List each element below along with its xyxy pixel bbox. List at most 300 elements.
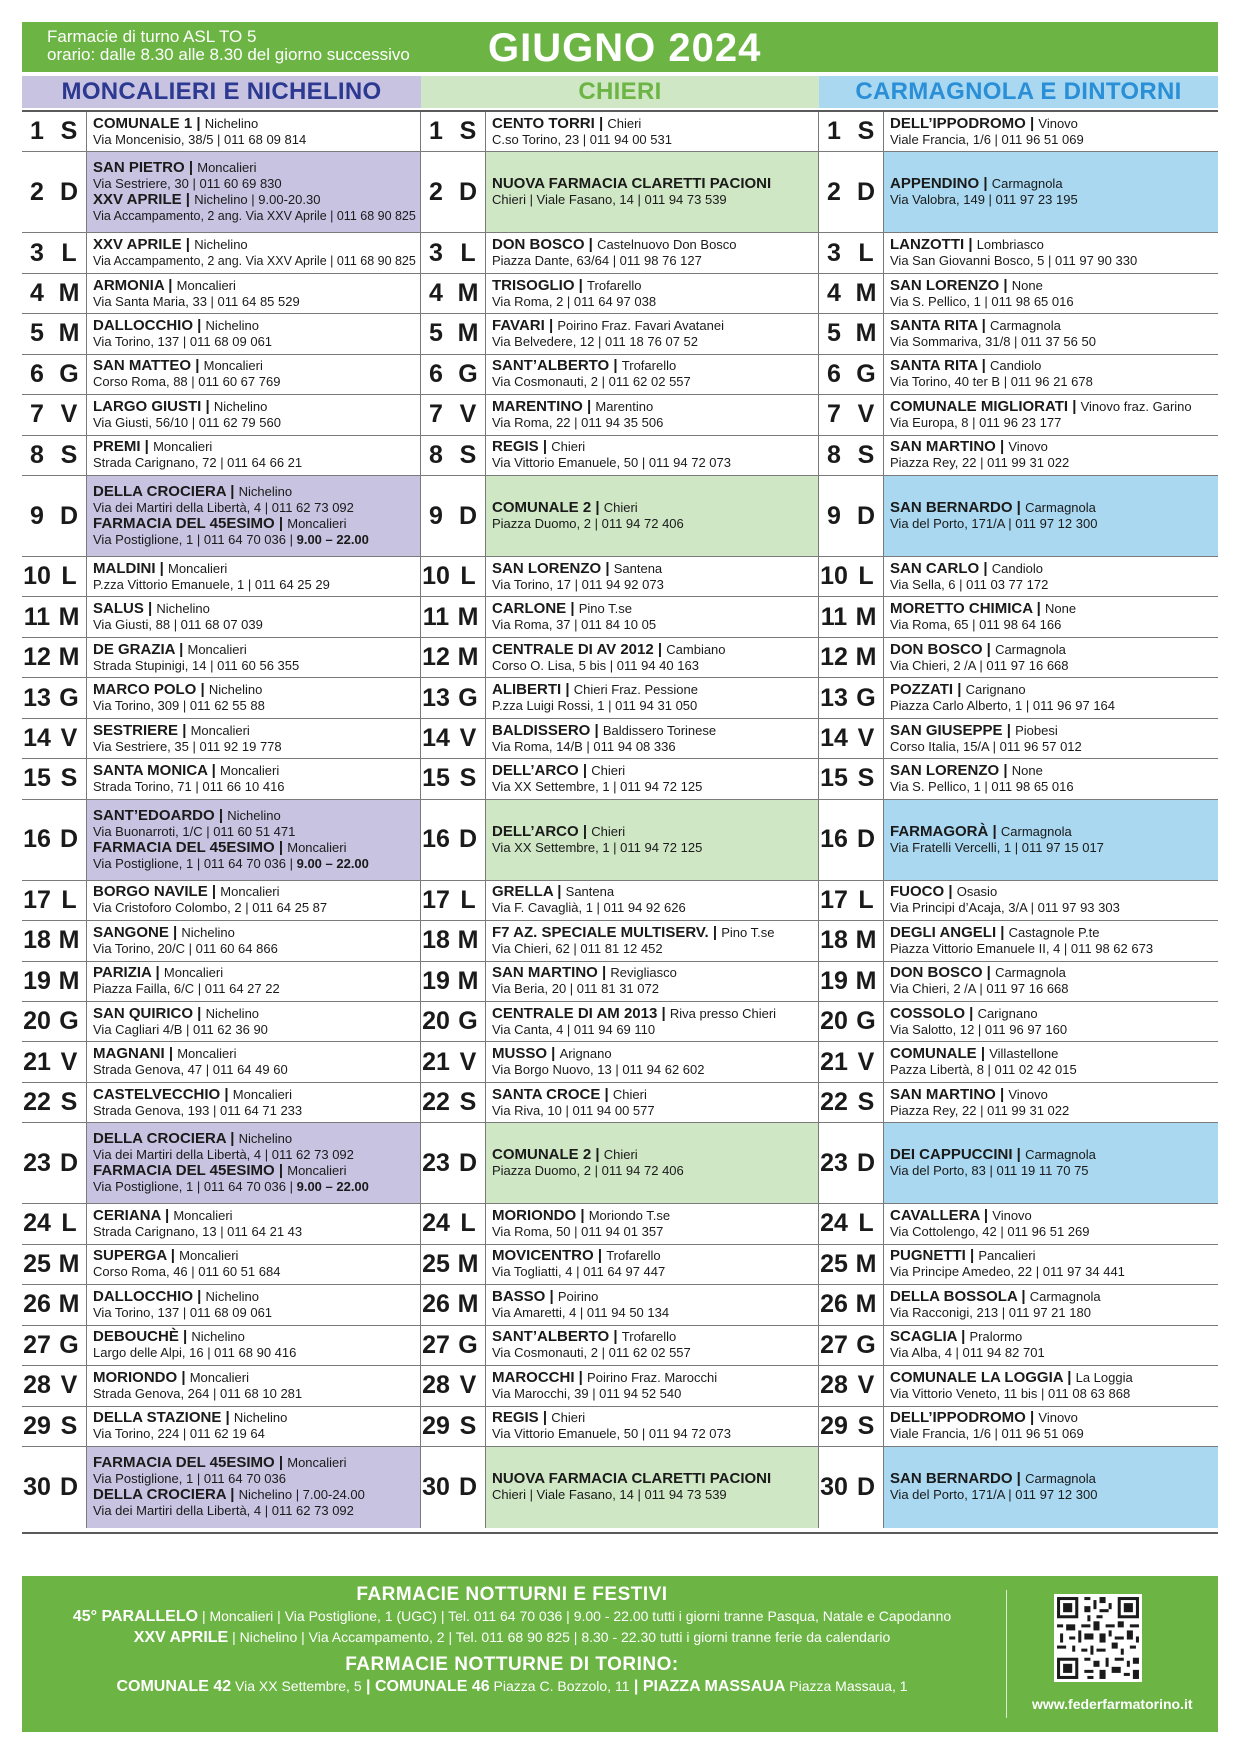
day-number: 5 <box>819 314 849 353</box>
duty-cell-moncalieri <box>22 233 421 272</box>
day-number: 4 <box>22 274 52 313</box>
day-number: 10 <box>22 557 52 596</box>
day-of-week: V <box>451 1366 486 1405</box>
pharmacy-entry <box>492 439 812 471</box>
pharmacy-name-line <box>492 1471 812 1487</box>
duty-cell-moncalieri <box>22 1326 421 1365</box>
pharmacy-entry <box>93 1370 414 1402</box>
duty-cell-chieri <box>421 800 819 880</box>
pharmacy-town: Castagnole P.te <box>1008 924 1100 940</box>
pharmacy-name: CENTRALE DI AM 2013 <box>492 1004 658 1022</box>
pharmacy-address-text: Via Belvedere, 12 | 011 18 76 07 52 <box>492 333 699 349</box>
pharmacy-name: DELL’ARCO <box>492 822 579 840</box>
pharmacy-address-text: Via Chieri, 2 /A | 011 97 16 668 <box>890 657 1069 673</box>
pharmacy-info <box>486 1002 818 1041</box>
pharmacy-entry <box>890 824 1212 856</box>
day-of-week: G <box>451 1326 486 1365</box>
pharmacy-town: Moncalieri <box>287 1163 347 1179</box>
pharmacy-address <box>93 1503 414 1519</box>
pharmacy-name-line: SANTA RITA | Carmagnola <box>890 316 1061 334</box>
duty-cell-carmagnola <box>819 1447 1218 1528</box>
pharmacy-address <box>890 1426 1212 1442</box>
calendar-row <box>22 1245 1218 1285</box>
pharmacy-name-line: SAN QUIRICO | Nichelino <box>93 1004 260 1022</box>
duty-cell-carmagnola <box>819 152 1218 232</box>
pharmacy-address-text: Piazza Vittorio Emanuele II, 4 | 011 98 62 673 <box>890 940 1154 956</box>
day-number: 16 <box>819 800 849 880</box>
pharmacy-name: DEI CAPPUCCINI <box>890 1146 1013 1164</box>
day-of-week: S <box>849 1407 884 1446</box>
pharmacy-address-text: Via dei Martiri della Libertà, 4 | 011 62 73 092 <box>93 500 354 516</box>
duty-cell-moncalieri <box>22 759 421 798</box>
pharmacy-address-text: Via Vittorio Emanuele, 50 | 011 94 72 073 <box>492 455 731 471</box>
day-of-week: M <box>52 962 87 1001</box>
day-number: 8 <box>421 436 451 475</box>
pharmacy-address-text: Via S. Pellico, 1 | 011 98 65 016 <box>890 778 1074 794</box>
pharmacy-name: CASTELVECCHIO <box>93 1085 221 1103</box>
pharmacy-address <box>890 253 1212 269</box>
duty-cell-carmagnola <box>819 719 1218 758</box>
pharmacy-town: Vinovo <box>1008 439 1048 455</box>
duty-cell-carmagnola <box>819 1002 1218 1041</box>
calendar-row <box>22 436 1218 476</box>
pharmacy-address-text: Via XX Settembre, 1 | 011 94 72 125 <box>492 778 703 794</box>
day-of-week: S <box>52 112 87 151</box>
pharmacy-name: SAN QUIRICO <box>93 1004 194 1022</box>
pharmacy-info <box>884 1245 1218 1284</box>
pharmacy-name-line: MARCO POLO | Nichelino <box>93 681 263 699</box>
pharmacy-town: Moncalieri <box>203 358 263 374</box>
duty-cell-carmagnola <box>819 233 1218 272</box>
day-of-week: D <box>849 1123 884 1203</box>
duty-cell-chieri <box>421 476 819 556</box>
pharmacy-name: COMUNALE <box>890 1045 977 1063</box>
pharmacy-name: SAN LORENZO <box>890 276 1000 294</box>
day-of-week: V <box>849 1042 884 1081</box>
qr-code-icon[interactable] <box>1054 1594 1142 1682</box>
pharmacy-entry <box>93 318 414 350</box>
pharmacy-town: Chieri <box>591 823 626 839</box>
duty-cell-carmagnola <box>819 1123 1218 1203</box>
pharmacy-address <box>93 658 414 674</box>
day-of-week: M <box>451 1245 486 1284</box>
day-number: 12 <box>819 638 849 677</box>
pharmacy-name-line: CARLONE | Pino T.se <box>492 600 632 618</box>
day-of-week: D <box>849 476 884 556</box>
day-number: 5 <box>421 314 451 353</box>
day-number: 8 <box>22 436 52 475</box>
pharmacy-info <box>486 1447 818 1528</box>
pharmacy-name-line: MORIONDO | Moriondo T.se <box>492 1206 671 1224</box>
day-of-week: D <box>52 476 87 556</box>
pharmacy-address-text: Pazza Libertà, 8 | 011 02 42 015 <box>890 1062 1077 1078</box>
pharmacy-name: DALLOCCHIO <box>93 316 193 334</box>
pharmacy-town: Piobesi <box>1015 722 1058 738</box>
day-of-week: S <box>451 112 486 151</box>
pharmacy-address-text: Via Beria, 20 | 011 81 31 072 <box>492 981 659 997</box>
pharmacy-entry <box>93 160 414 192</box>
pharmacy-address-text: Via Giusti, 88 | 011 68 07 039 <box>93 617 263 633</box>
day-of-week: S <box>451 436 486 475</box>
day-of-week: D <box>52 1447 87 1528</box>
pharmacy-town: Candiolo <box>990 358 1042 374</box>
day-number: 26 <box>421 1285 451 1324</box>
pharmacy-info <box>87 1407 420 1446</box>
pharmacy-address <box>492 415 812 431</box>
pharmacy-entry <box>93 278 414 310</box>
pharmacy-town: Nichelino <box>238 1131 293 1147</box>
duty-cell-carmagnola <box>819 1083 1218 1122</box>
pharmacy-name-line: BASSO | Poirino <box>492 1287 599 1305</box>
day-number: 19 <box>421 962 451 1001</box>
pharmacy-address-text: Via Togliatti, 4 | 011 64 97 447 <box>492 1264 666 1280</box>
pharmacy-name: DEBOUCHÈ <box>93 1328 179 1346</box>
day-number: 10 <box>421 557 451 596</box>
pharmacy-entry <box>492 1329 812 1361</box>
day-number: 5 <box>22 314 52 353</box>
duty-cell-carmagnola <box>819 476 1218 556</box>
duty-cell-carmagnola <box>819 355 1218 394</box>
pharmacy-address-text: Via Vittorio Veneto, 11 bis | 011 08 63 868 <box>890 1385 1131 1401</box>
pharmacy-name: MARCO POLO <box>93 681 197 699</box>
duty-cell-chieri <box>421 1083 819 1122</box>
pharmacy-entry <box>93 642 414 674</box>
pharmacy-town: Riva presso Chieri <box>669 1005 777 1021</box>
day-of-week: S <box>451 1083 486 1122</box>
day-of-week: D <box>451 800 486 880</box>
pharmacy-name-line: COMUNALE 2 | Chieri <box>492 1146 638 1164</box>
calendar-row <box>22 314 1218 354</box>
pharmacy-name-line: REGIS | Chieri <box>492 438 586 456</box>
pharmacy-name: FARMACIA DEL 45ESIMO <box>93 1454 275 1472</box>
day-number: 10 <box>819 557 849 596</box>
pharmacy-info <box>87 759 420 798</box>
duty-cell-chieri <box>421 395 819 434</box>
pharmacy-address <box>93 294 414 310</box>
pharmacy-info <box>87 921 420 960</box>
header-subtitle-line1: Farmacie di turno ASL TO 5 <box>47 27 257 46</box>
pharmacy-name-line: DELLA CROCIERA | Nichelino <box>93 1130 293 1148</box>
pharmacy-name: CAVALLERA <box>890 1206 980 1224</box>
pharmacy-name-line: SAN CARLO | Candiolo <box>890 559 1044 577</box>
day-of-week: L <box>451 557 486 596</box>
column-header-chieri: CHIERI <box>421 76 819 108</box>
pharmacy-name: FARMACIA DEL 45ESIMO <box>93 838 275 856</box>
day-of-week: S <box>52 436 87 475</box>
pharmacy-info <box>486 719 818 758</box>
pharmacy-name: MALDINI <box>93 559 156 577</box>
pharmacy-entry <box>93 1087 414 1119</box>
pharmacy-town: Trofarello <box>621 1329 677 1345</box>
day-of-week: M <box>52 921 87 960</box>
calendar-row <box>22 1204 1218 1244</box>
pharmacy-info <box>486 638 818 677</box>
column-header-carmagnola: CARMAGNOLA E DINTORNI <box>819 76 1218 108</box>
day-number: 16 <box>421 800 451 880</box>
day-number: 24 <box>421 1204 451 1243</box>
day-of-week: L <box>52 1204 87 1243</box>
pharmacy-info <box>486 881 818 920</box>
pharmacy-name-line: DELL’ARCO | Chieri <box>492 822 626 840</box>
pharmacy-address <box>890 1103 1212 1119</box>
duty-cell-moncalieri <box>22 1366 421 1405</box>
pharmacy-info <box>87 881 420 920</box>
pharmacy-info <box>884 436 1218 475</box>
pharmacy-info <box>486 921 818 960</box>
duty-cell-moncalieri <box>22 1285 421 1324</box>
pharmacy-name-line: MAROCCHI | Poirino Fraz. Marocchi <box>492 1368 718 1386</box>
pharmacy-address <box>492 1345 812 1361</box>
day-number: 1 <box>819 112 849 151</box>
day-of-week: L <box>52 881 87 920</box>
footer-torino-list <box>22 1676 1002 1697</box>
duty-cell-moncalieri <box>22 314 421 353</box>
pharmacy-name-line: SAN LORENZO | Santena <box>492 559 663 577</box>
pharmacy-name-line: SAN MARTINO | Vinovo <box>890 1085 1048 1103</box>
duty-cell-moncalieri <box>22 1083 421 1122</box>
day-of-week: D <box>52 800 87 880</box>
pharmacy-name: DELLA CROCIERA <box>93 1486 227 1504</box>
pharmacy-name: BORGO NAVILE <box>93 883 208 901</box>
pharmacy-name: DON BOSCO <box>890 640 983 658</box>
pharmacy-name: SANT’ALBERTO <box>492 1328 610 1346</box>
pharmacy-name: DALLOCCHIO <box>93 1287 193 1305</box>
day-number: 22 <box>22 1083 52 1122</box>
day-number: 27 <box>22 1326 52 1365</box>
pharmacy-town: None <box>1011 277 1043 293</box>
pharmacy-address <box>93 1305 414 1321</box>
pharmacy-name: SUPERGA <box>93 1247 167 1265</box>
calendar-row <box>22 152 1218 233</box>
pharmacy-address <box>492 374 812 390</box>
day-number: 18 <box>421 921 451 960</box>
pharmacy-town: Vinovo <box>1038 1410 1078 1426</box>
day-of-week: M <box>52 1285 87 1324</box>
pharmacy-name: REGIS <box>492 1409 539 1427</box>
pharmacy-name: F7 AZ. SPECIALE MULTISERV. <box>492 923 709 941</box>
duty-cell-moncalieri <box>22 152 421 232</box>
calendar-row <box>22 921 1218 961</box>
pharmacy-address-text: Via Chieri, 62 | 011 81 12 452 <box>492 940 663 956</box>
column-headers <box>22 76 1218 108</box>
pharmacy-info <box>87 314 420 353</box>
pharmacy-entry <box>492 399 812 431</box>
duty-cell-chieri <box>421 1204 819 1243</box>
day-of-week: D <box>451 152 486 232</box>
day-of-week: S <box>52 1083 87 1122</box>
pharmacy-address <box>93 617 414 633</box>
pharmacy-entry <box>492 824 812 856</box>
pharmacy-name-line: DEBOUCHÈ | Nichelino <box>93 1328 245 1346</box>
pharmacy-address <box>890 577 1212 593</box>
pharmacy-address-text: Via Marocchi, 39 | 011 94 52 540 <box>492 1385 682 1401</box>
pharmacy-address <box>492 516 812 532</box>
duty-cell-carmagnola <box>819 395 1218 434</box>
pharmacy-name-line: SAN BERNARDO | Carmagnola <box>890 499 1096 517</box>
day-number: 28 <box>819 1366 849 1405</box>
footer-banner <box>22 1576 1218 1732</box>
pharmacy-info <box>87 638 420 677</box>
pharmacy-address <box>93 1179 414 1195</box>
pharmacy-info <box>87 436 420 475</box>
pharmacy-entry <box>93 763 414 795</box>
pharmacy-name: BASSO <box>492 1287 546 1305</box>
pharmacy-info <box>87 1123 420 1203</box>
pharmacy-name: TRISOGLIO <box>492 276 575 294</box>
pharmacy-name: DON BOSCO <box>890 964 983 982</box>
pharmacy-town: La Loggia <box>1075 1369 1133 1385</box>
day-number: 3 <box>819 233 849 272</box>
pharmacy-name-line: SAN MARTINO | Revigliasco <box>492 964 677 982</box>
pharmacy-name: SANGONE <box>93 923 169 941</box>
pharmacy-address <box>492 617 812 633</box>
pharmacy-info <box>884 1285 1218 1324</box>
pharmacy-name: DE GRAZIA <box>93 640 175 658</box>
pharmacy-name: POZZATI <box>890 681 954 699</box>
footer-line-parallelo <box>22 1606 1002 1627</box>
pharmacy-info <box>87 1326 420 1365</box>
day-number: 12 <box>421 638 451 677</box>
calendar-row <box>22 1326 1218 1366</box>
pharmacy-name-line: COMUNALE MIGLIORATI | Vinovo fraz. Garino <box>890 397 1192 415</box>
pharmacy-address-text: C.so Torino, 23 | 011 94 00 531 <box>492 131 672 147</box>
pharmacy-town: Carmagnola <box>1029 1288 1101 1304</box>
pharmacy-town: Nichelino | 7.00-24.00 <box>238 1487 365 1503</box>
pharmacy-entry <box>890 925 1212 957</box>
pharmacy-entry <box>93 1046 414 1078</box>
pharmacy-info <box>486 1083 818 1122</box>
day-of-week: S <box>849 759 884 798</box>
pharmacy-town: Chieri Fraz. Pessione <box>573 682 698 698</box>
pharmacy-name: MORIONDO <box>492 1206 577 1224</box>
day-of-week: M <box>451 962 486 1001</box>
pharmacy-entry <box>93 682 414 714</box>
pharmacy-address-text: Strada Genova, 193 | 011 64 71 233 <box>93 1102 303 1118</box>
day-number: 21 <box>22 1042 52 1081</box>
pharmacy-info <box>87 1366 420 1405</box>
pharmacy-town: Moncalieri <box>173 1207 233 1223</box>
pharmacy-address <box>93 1386 414 1402</box>
pharmacy-address <box>492 577 812 593</box>
day-number: 1 <box>22 112 52 151</box>
pharmacy-address-text: Via Postiglione, 1 | 011 64 70 036 | <box>93 855 293 871</box>
pharmacy-name-line: FARMACIA DEL 45ESIMO | Moncalieri <box>93 515 347 533</box>
header-subtitle <box>47 28 410 64</box>
duty-cell-chieri <box>421 962 819 1001</box>
pharmacy-address <box>492 658 812 674</box>
day-of-week: G <box>451 678 486 717</box>
pharmacy-address-text: Via Giusti, 56/10 | 011 62 79 560 <box>93 414 281 430</box>
pharmacy-name-line: SAN LORENZO | None <box>890 276 1043 294</box>
pharmacy-town: Chieri <box>603 500 638 516</box>
pharmacy-town: Moncalieri <box>287 516 347 532</box>
duty-cell-carmagnola <box>819 1204 1218 1243</box>
pharmacy-town: Nichelino <box>233 1410 288 1426</box>
pharmacy-info <box>486 1123 818 1203</box>
pharmacy-entry <box>93 439 414 471</box>
day-number: 28 <box>22 1366 52 1405</box>
calendar-row <box>22 759 1218 799</box>
day-number: 8 <box>819 436 849 475</box>
pharmacy-address-text: Strada Torino, 71 | 011 66 10 416 <box>93 778 285 794</box>
pharmacy-info <box>486 476 818 556</box>
day-of-week: M <box>849 274 884 313</box>
pharmacy-entry <box>93 1289 414 1321</box>
pharmacy-address <box>890 1163 1212 1179</box>
duty-cell-carmagnola <box>819 274 1218 313</box>
pharmacy-info <box>486 436 818 475</box>
pharmacy-address-text: Via dei Martiri della Libertà, 4 | 011 62 73 092 <box>93 1503 354 1519</box>
website-link[interactable]: www.federfarmatorino.it <box>1032 1696 1193 1712</box>
pharmacy-name: COMUNALE 2 <box>492 1146 592 1164</box>
pharmacy-town: Moncalieri <box>232 1086 293 1102</box>
pharmacy-address <box>492 1103 812 1119</box>
day-of-week: M <box>52 314 87 353</box>
calendar-row <box>22 1407 1218 1447</box>
pharmacy-entry <box>93 484 414 516</box>
day-number: 25 <box>421 1245 451 1284</box>
pharmacy-town: Chieri <box>607 115 642 131</box>
pharmacy-name: CENTRALE DI AV 2012 <box>492 640 654 658</box>
day-of-week: L <box>52 233 87 272</box>
pharmacy-name: DELLA BOSSOLA <box>890 1287 1022 1305</box>
pharmacy-town: Moncalieri <box>168 560 228 576</box>
day-of-week: S <box>451 759 486 798</box>
day-of-week: D <box>52 152 87 232</box>
pharmacy-entry <box>93 1208 414 1240</box>
pharmacy-address-text: Via Amaretti, 4 | 011 94 50 134 <box>492 1304 670 1320</box>
pharmacy-name: MOVICENTRO <box>492 1247 594 1265</box>
day-of-week: G <box>451 355 486 394</box>
pharmacy-address-text: Via Sestriere, 30 | 011 60 69 830 <box>93 176 282 192</box>
pharmacy-name: SALUS <box>93 600 144 618</box>
pharmacy-name-line: MOVICENTRO | Trofarello <box>492 1247 661 1265</box>
pharmacy-address-text: Chieri | Viale Fasano, 14 | 011 94 73 539 <box>492 1487 727 1503</box>
pharmacy-town: Poirino <box>557 1288 599 1304</box>
duty-cell-moncalieri <box>22 1407 421 1446</box>
pharmacy-town: Nichelino <box>194 237 248 253</box>
pharmacy-info <box>87 476 420 556</box>
pharmacy-entry <box>93 1163 414 1195</box>
pharmacy-entry <box>890 682 1212 714</box>
pharmacy-address-text: Strada Genova, 264 | 011 68 10 281 <box>93 1385 303 1401</box>
pharmacy-name-line: CENTO TORRI | Chieri <box>492 114 642 132</box>
day-of-week: M <box>849 1285 884 1324</box>
duty-cell-moncalieri <box>22 112 421 151</box>
pharmacy-address <box>492 1163 812 1179</box>
duty-cell-carmagnola <box>819 1245 1218 1284</box>
day-of-week: M <box>52 638 87 677</box>
pharmacy-town: Moriondo T.se <box>588 1207 671 1223</box>
pharmacy-address <box>93 900 414 916</box>
pharmacy-name-line: COMUNALE LA LOGGIA | La Loggia <box>890 1368 1133 1386</box>
pharmacy-address <box>890 900 1212 916</box>
pharmacy-address <box>890 1487 1212 1503</box>
day-of-week: S <box>52 759 87 798</box>
pharmacy-address-text: Via Torino, 17 | 011 94 92 073 <box>492 576 664 592</box>
pharmacy-address-text: Via Canta, 4 | 011 94 69 110 <box>492 1021 656 1037</box>
pharmacy-info <box>884 233 1218 272</box>
pharmacy-name-line: SAN MATTEO | Moncalieri <box>93 357 263 375</box>
pharmacy-name: SANTA RITA <box>890 357 978 375</box>
day-of-week: L <box>849 1204 884 1243</box>
pharmacy-address-text: Via Sestriere, 35 | 011 92 19 778 <box>93 738 282 754</box>
day-of-week: M <box>451 638 486 677</box>
day-of-week: M <box>52 274 87 313</box>
pharmacy-address <box>890 658 1212 674</box>
pharmacy-name: COMUNALE LA LOGGIA <box>890 1368 1064 1386</box>
day-number: 21 <box>421 1042 451 1081</box>
